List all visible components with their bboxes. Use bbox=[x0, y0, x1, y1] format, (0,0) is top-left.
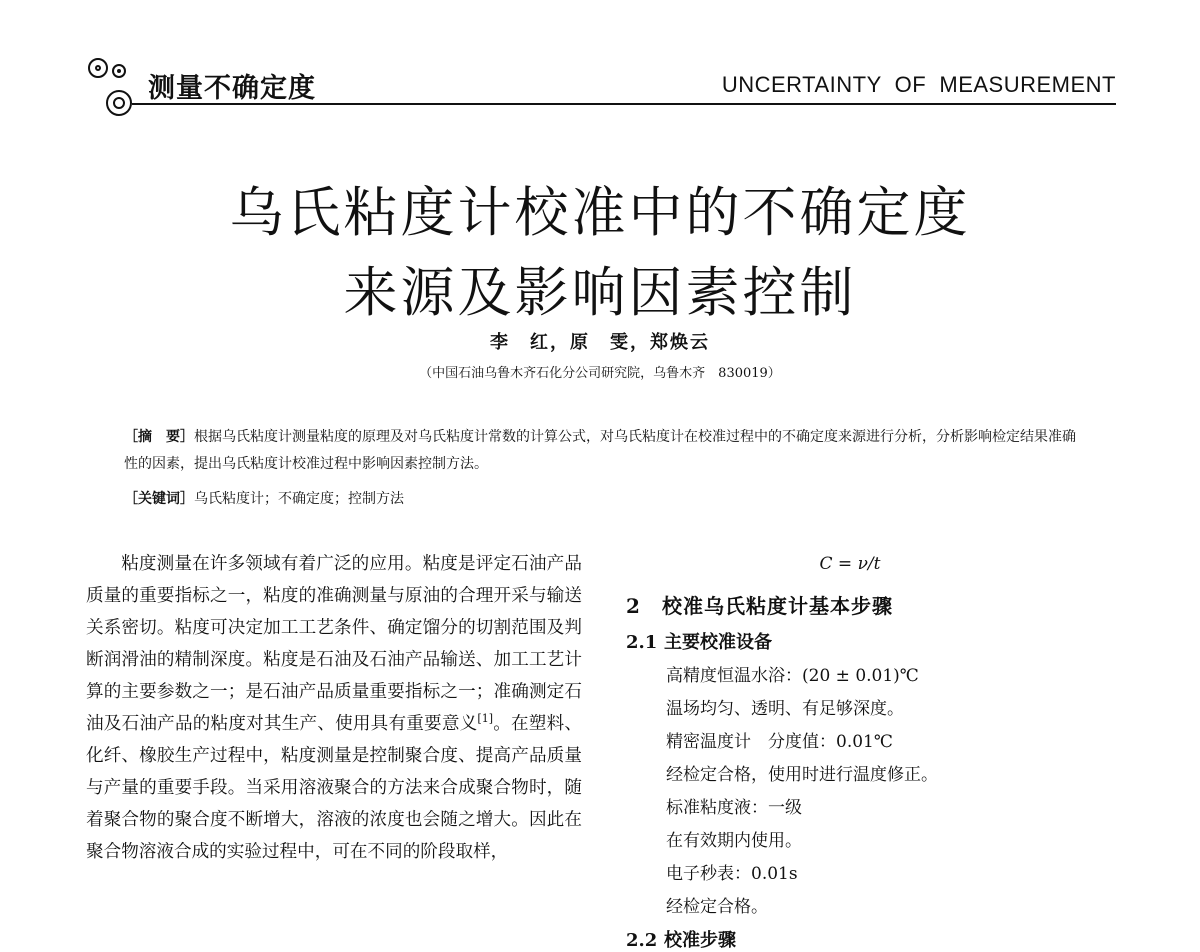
paragraph-text-a: 粘度测量在许多领域有着广泛的应用。粘度是评定石油产品质量的重要指标之一，粘度的准确测量与原油的合理开采与输送关系密切。粘度可决定加工工艺条件、确定馏分的切割范围及判断润滑油的精制深度。粘度是石油及石油产品输送、加工工艺计算的主要参数之一；是石油产品质量重要指标之一；准确测定石油及石油产品的粘度对其生产、使用具有重要意义 bbox=[86, 554, 582, 734]
article-title-line2: 来源及影响因素控制 bbox=[343, 261, 857, 324]
abstract-label: ［摘 要］ bbox=[124, 429, 194, 445]
article-affiliation: （中国石油乌鲁木齐石化分公司研究院，乌鲁木齐 830019） bbox=[419, 366, 781, 381]
list-item: 标准粘度液：一级 bbox=[666, 798, 802, 818]
keywords bbox=[124, 486, 1084, 513]
equipment-list bbox=[666, 660, 938, 924]
subsection-heading-text: 校准步骤 bbox=[664, 930, 736, 951]
subsection-number: 2.2 bbox=[626, 930, 658, 951]
keywords-label: ［关键词］ bbox=[124, 491, 194, 507]
section-number: 2 bbox=[626, 594, 641, 618]
body-paragraph bbox=[86, 548, 582, 868]
subsection-heading-2-1 bbox=[626, 628, 772, 654]
abstract bbox=[124, 424, 1084, 478]
subsection-number: 2.1 bbox=[626, 632, 658, 653]
list-item: 温场均匀、透明、有足够深度。 bbox=[666, 699, 904, 719]
formula: C = ν/t bbox=[819, 554, 881, 574]
list-item: 在有效期内使用。 bbox=[666, 831, 802, 851]
list-item: 经检定合格，使用时进行温度修正。 bbox=[666, 765, 938, 785]
article-title-line1: 乌氏粘度计校准中的不确定度 bbox=[229, 181, 971, 244]
abstract-text: 根据乌氏粘度计测量粘度的原理及对乌氏粘度计常数的计算公式，对乌氏粘度计在校准过程中的不确定度来源进行分析，分析影响检定结果准确性的因素，提出乌氏粘度计校准过程中影响因素控制方法。 bbox=[124, 429, 1076, 472]
article-authors: 李 红，原 雯，郑焕云 bbox=[490, 332, 710, 353]
body-left-column bbox=[86, 548, 582, 868]
list-item: 精密温度计 分度值：0.01℃ bbox=[666, 732, 893, 752]
list-item: 高精度恒温水浴：(20 ± 0.01)℃ bbox=[666, 666, 919, 686]
subsection-heading-2-2 bbox=[626, 926, 736, 952]
list-item: 电子秒表：0.01s bbox=[666, 864, 798, 884]
section-heading-text: 校准乌氏粘度计基本步骤 bbox=[662, 594, 893, 618]
section-title-cn: 测量不确定度 bbox=[148, 73, 316, 104]
section-heading-2 bbox=[626, 590, 893, 619]
citation-ref: [1] bbox=[477, 712, 494, 725]
concentric-circles-icon bbox=[88, 58, 134, 120]
subsection-heading-text: 主要校准设备 bbox=[664, 632, 772, 653]
list-item: 经检定合格。 bbox=[666, 897, 768, 917]
header-rule bbox=[132, 103, 1116, 105]
section-title-en: UNCERTAINTY OF MEASUREMENT bbox=[721, 72, 1116, 97]
paragraph-text-b: 。在塑料、化纤、橡胶生产过程中，粘度测量是控制聚合度、提高产品质量与产量的重要手段。当采用溶液聚合的方法来合成聚合物时，随着聚合物的聚合度不断增大，溶液的浓度也会随之增大。因此在聚合物溶液合成的实验过程中，可在不同的阶段取样， bbox=[86, 714, 582, 862]
keywords-text: 乌氏粘度计；不确定度；控制方法 bbox=[194, 491, 404, 507]
